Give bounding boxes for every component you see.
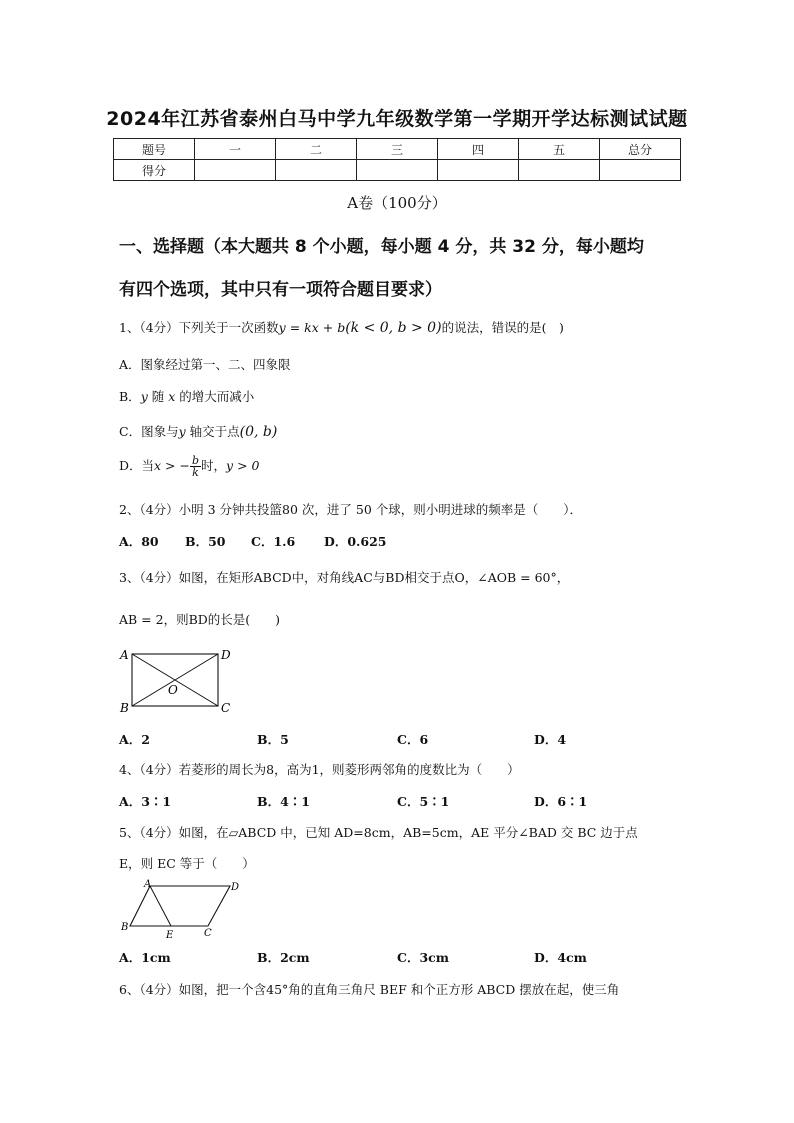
q1-c-post: 轴交于点 xyxy=(185,424,240,439)
score-cell xyxy=(438,160,519,181)
score-table-header-row xyxy=(114,139,681,160)
q1-option-b xyxy=(119,387,254,405)
label-d: D xyxy=(231,882,240,893)
q1-option-a: A．图象经过第一、二、四象限 xyxy=(119,357,291,372)
q5-option-b: B．2cm xyxy=(257,950,310,965)
q3-angle: ∠AOB = 60°， xyxy=(477,570,570,585)
q2-options xyxy=(119,532,679,550)
score-cell xyxy=(519,160,600,181)
parallelogram-shape xyxy=(130,886,230,926)
q5-option-a: A．1cm xyxy=(119,950,171,965)
question-4: 4、（4分）若菱形的周长为8，高为1，则菱形两邻角的度数比为（ ） xyxy=(119,762,520,777)
q1-d-fraction xyxy=(190,455,201,478)
q2-option-a: A．80 xyxy=(119,534,159,549)
bisector-ae xyxy=(150,886,171,926)
score-cell xyxy=(600,160,681,181)
label-b: B xyxy=(120,701,129,715)
q1-option-d xyxy=(119,455,259,478)
q3-line2: ，则BD的长是( ) xyxy=(163,612,281,627)
question-3-line2 xyxy=(119,610,280,628)
q1-b-mid: 随 xyxy=(147,389,169,404)
q5-option-d: D．4cm xyxy=(534,950,587,965)
page-title: 2024年江苏省泰州白马中学九年级数学第一学期开学达标测试试题 xyxy=(106,108,688,130)
q1-c-point: (0, b) xyxy=(239,424,278,440)
table-cell: 总分 xyxy=(600,139,681,160)
score-table xyxy=(113,138,681,181)
score-cell xyxy=(195,160,276,181)
question-5-line1: 5、（4分）如图，在▱ABCD 中，已知 AD=8cm，AB=5cm，AE 平分∠BAD 交 BC 边于点 xyxy=(119,825,638,840)
question-6: 6、（4分）如图，把一个含45°角的直角三角尺 BEF 和个正方形 ABCD 摆放在起，使三角 xyxy=(119,982,620,997)
table-cell: 得分 xyxy=(114,160,195,181)
score-cell xyxy=(357,160,438,181)
q1-b-prefix: B． xyxy=(119,389,141,404)
q3-option-d: D．4 xyxy=(534,732,567,747)
q4-option-c: C．5∶1 xyxy=(397,794,450,809)
q4-option-b: B．4∶1 xyxy=(257,794,310,809)
table-cell: 题号 xyxy=(114,139,195,160)
q5-option-c: C．3cm xyxy=(397,950,449,965)
label-c: C xyxy=(221,701,231,715)
q3-option-b: B．5 xyxy=(257,732,289,747)
table-cell: 一 xyxy=(195,139,276,160)
table-cell: 五 xyxy=(519,139,600,160)
q1-d-x: x > − xyxy=(154,458,190,473)
q1-b-x: x xyxy=(168,389,176,404)
question-1 xyxy=(119,318,564,336)
q1-d-prefix: D．当 xyxy=(119,458,155,473)
table-cell: 三 xyxy=(357,139,438,160)
q1-d-y: y > 0 xyxy=(226,458,260,473)
label-e: E xyxy=(166,930,174,940)
q5-options xyxy=(119,948,679,966)
question-2: 2、（4分）小明 3 分钟共投篮80 次，进了 50 个球，则小明进球的频率是（ ）． xyxy=(119,502,583,517)
q4-option-d: D．6∶1 xyxy=(534,794,588,809)
q1-b-post: 的增大而减小 xyxy=(175,389,255,404)
q4-options xyxy=(119,792,679,810)
question-3-line1 xyxy=(119,568,569,586)
q3-option-c: C．6 xyxy=(397,732,429,747)
table-cell: 二 xyxy=(276,139,357,160)
label-o: O xyxy=(168,683,178,697)
q1-c-y: y xyxy=(178,424,186,439)
q1-d-mid: 时， xyxy=(201,458,227,473)
q1-c-prefix: C．图象与 xyxy=(119,424,179,439)
q2-option-b: B．50 xyxy=(185,534,226,549)
q3-ab-formula: AB = 2 xyxy=(119,612,164,627)
q1-b-y: y xyxy=(140,389,148,404)
label-d: D xyxy=(221,648,231,662)
score-cell xyxy=(276,160,357,181)
label-b: B xyxy=(121,922,129,933)
q2-option-c: C．1.6 xyxy=(251,534,296,549)
parallelogram-figure xyxy=(118,876,248,940)
q4-option-a: A．3∶1 xyxy=(119,794,172,809)
table-cell: 四 xyxy=(438,139,519,160)
label-a: A xyxy=(120,648,129,662)
part1-heading-line1: 一、选择题（本大题共 8 个小题，每小题 4 分，共 32 分，每小题均 xyxy=(119,237,644,257)
q1-formula: y = kx + b xyxy=(278,320,346,335)
q3-option-a: A．2 xyxy=(119,732,150,747)
section-a-title: A卷（100分） xyxy=(347,194,447,212)
label-c: C xyxy=(204,928,212,939)
q1-condition: (k < 0, b > 0) xyxy=(345,320,442,336)
label-a: A xyxy=(144,879,152,890)
part1-heading-line2: 有四个选项，其中只有一项符合题目要求） xyxy=(119,280,442,300)
q1-option-c xyxy=(119,422,277,440)
score-table-score-row xyxy=(114,160,681,181)
q1-prefix: 1、（4分）下列关于一次函数 xyxy=(119,320,279,335)
fraction-numerator: b xyxy=(191,454,200,467)
q3-line1: 3、（4分）如图，在矩形ABCD中，对角线AC与BD相交于点O， xyxy=(119,570,478,585)
q3-options xyxy=(119,730,679,748)
q1-suffix: 的说法，错误的是( ) xyxy=(441,320,564,335)
question-5-line2: E，则 EC 等于（ ） xyxy=(119,856,255,871)
q2-option-d: D．0.625 xyxy=(324,534,387,549)
fraction-denominator: k xyxy=(192,466,199,479)
rectangle-figure xyxy=(118,645,238,717)
